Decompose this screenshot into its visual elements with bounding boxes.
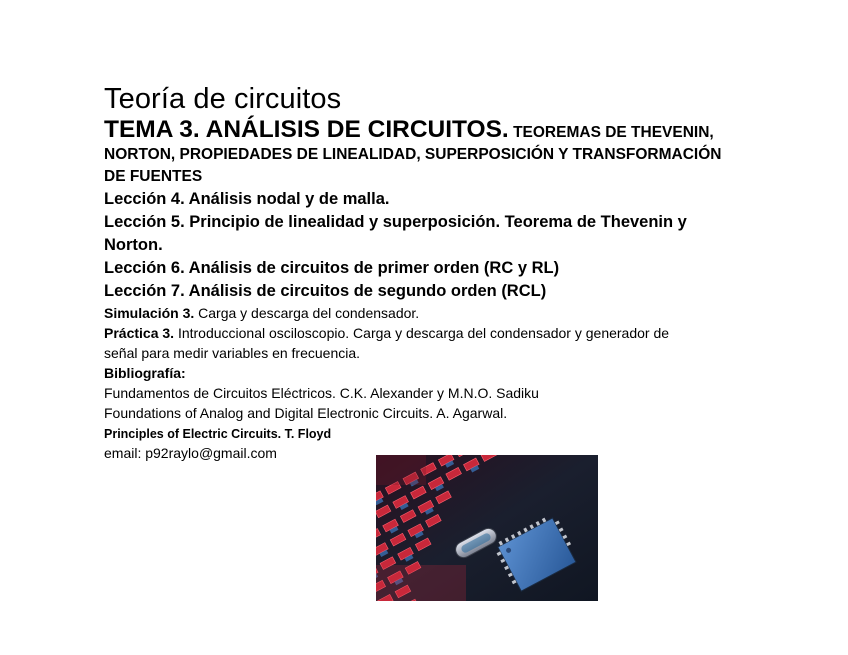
- tema-subtitle-line1: TEOREMAS DE THEVENIN,: [513, 124, 714, 141]
- bibliography-item-1: Fundamentos de Circuitos Eléctricos. C.K. Alexander y M.N.O. Sadiku: [104, 385, 539, 401]
- bibliografia-line: [104, 363, 764, 383]
- practica-line: [104, 323, 764, 343]
- circuit-board-photo: [376, 455, 598, 601]
- tema-heading: [104, 116, 764, 144]
- email-text: email: p92raylo@gmail.com: [104, 445, 277, 461]
- simulacion-text: Carga y descarga del condensador.: [194, 305, 420, 321]
- slide-content: [104, 82, 764, 463]
- simulacion-line: [104, 303, 764, 323]
- bibliography-item-3: Principles of Electric Circuits. T. Floyd: [104, 427, 332, 441]
- practica-text: Introduccional osciloscopio. Carga y descarga del condensador y generador de: [174, 325, 670, 341]
- course-title: Teoría de circuitos: [104, 83, 342, 115]
- lesson-6: Lección 6. Análisis de circuitos de primer orden (RC y RL): [104, 259, 560, 277]
- simulacion-label: Simulación 3.: [104, 305, 195, 321]
- bibliografia-label: Bibliografía:: [104, 365, 186, 381]
- lesson-5: Lección 5. Principio de linealidad y superposición. Teorema de Thevenin y: [104, 213, 687, 231]
- practica-line2: señal para medir variables en frecuencia.: [104, 345, 361, 361]
- tema-subtitle-line2: NORTON, PROPIEDADES DE LINEALIDAD, SUPERPOSICIÓN Y TRANSFORMACIÓN: [104, 146, 722, 163]
- practica-label: Práctica 3.: [104, 325, 175, 341]
- lesson-7: Lección 7. Análisis de circuitos de segundo orden (RCL): [104, 282, 547, 300]
- lesson-5-cont: Norton.: [104, 236, 163, 254]
- bibliography-item-2: Foundations of Analog and Digital Electronic Circuits. A. Agarwal.: [104, 405, 508, 421]
- lesson-4: Lección 4. Análisis nodal y de malla.: [104, 190, 390, 208]
- tema-main: TEMA 3. ANÁLISIS DE CIRCUITOS.: [104, 116, 509, 143]
- tema-subtitle-line3: DE FUENTES: [104, 168, 203, 185]
